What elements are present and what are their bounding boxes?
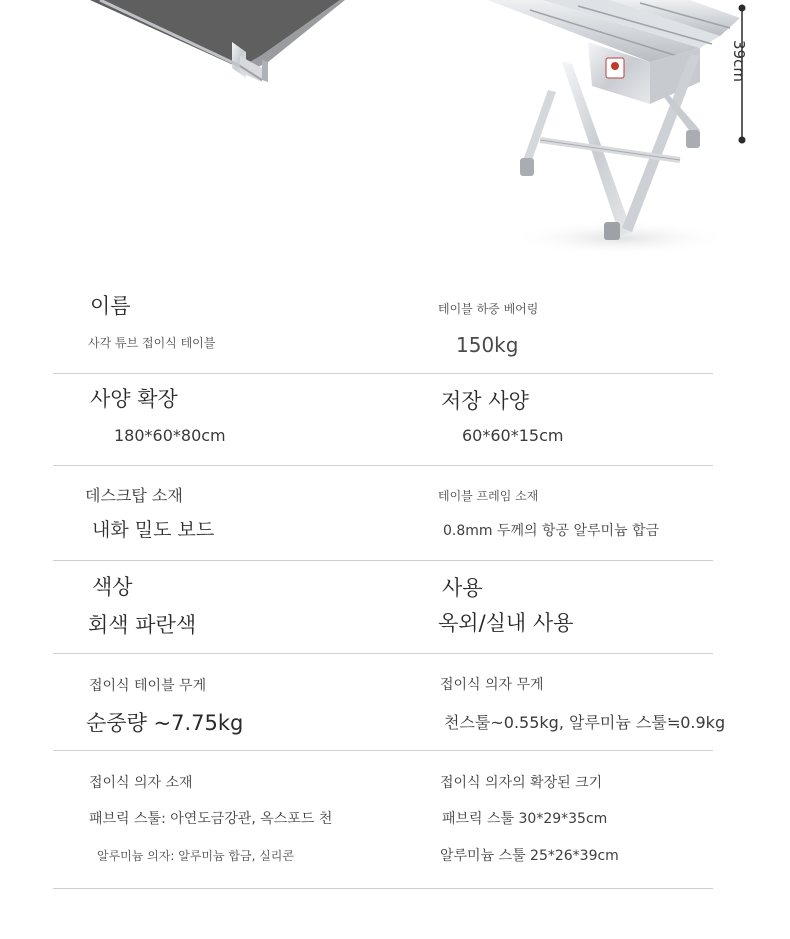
- height-label: 39cm: [730, 40, 748, 82]
- spec-top-material-label: 데스크탑 소재: [85, 486, 183, 505]
- row-divider: [53, 750, 713, 751]
- spec-expand-value: 180*60*80cm: [114, 426, 226, 445]
- spec-load-label: 테이블 하중 베어링: [438, 302, 539, 316]
- row-divider: [53, 888, 713, 889]
- row-divider: [53, 373, 713, 374]
- spec-chair-weight-label: 접이식 의자 무게: [440, 677, 544, 693]
- spec-expand-label: 사양 확장: [90, 387, 178, 411]
- spec-color-value: 회색 파란색: [88, 613, 197, 637]
- spec-top-material-value: 내화 밀도 보드: [92, 519, 215, 541]
- spec-usage-value: 옥외/실내 사용: [438, 611, 574, 635]
- spec-chair-weight-value: 천스툴~0.55kg, 알루미늄 스툴≒0.9kg: [444, 713, 726, 732]
- spec-color-label: 색상: [92, 575, 133, 599]
- spec-storage-value: 60*60*15cm: [462, 426, 564, 445]
- spec-chair-size-value-aluminum: 알루미늄 스툴 25*26*39cm: [440, 848, 619, 864]
- spec-table-weight-label: 접이식 테이블 무게: [89, 678, 207, 694]
- spec-chair-size-value-fabric: 패브릭 스툴 30*29*35cm: [442, 811, 608, 827]
- row-divider: [53, 653, 713, 654]
- spec-chair-material-value-fabric: 패브릭 스툴: 아연도금강관, 옥스포드 천: [89, 811, 333, 827]
- spec-chair-material-value-aluminum: 알루미늄 의자: 알루미늄 합금, 실리콘: [97, 849, 294, 863]
- spec-chair-material-label: 접이식 의자 소재: [89, 775, 193, 791]
- spec-load-value: 150kg: [456, 333, 519, 357]
- row-divider: [53, 465, 713, 466]
- row-divider: [53, 560, 713, 561]
- spec-name-value: 사각 튜브 접이식 테이블: [88, 336, 216, 350]
- spec-name-label: 이름: [90, 294, 131, 318]
- spec-table-weight-value: 순중량 ~7.75kg: [86, 711, 244, 735]
- spec-chair-size-label: 접이식 의자의 확장된 크기: [440, 775, 603, 791]
- spec-frame-material-value: 0.8mm 두께의 항공 알루미늄 합금: [443, 523, 660, 539]
- spec-frame-material-label: 테이블 프레임 소재: [438, 489, 539, 503]
- spec-storage-label: 저장 사양: [441, 389, 529, 413]
- spec-usage-label: 사용: [442, 576, 483, 600]
